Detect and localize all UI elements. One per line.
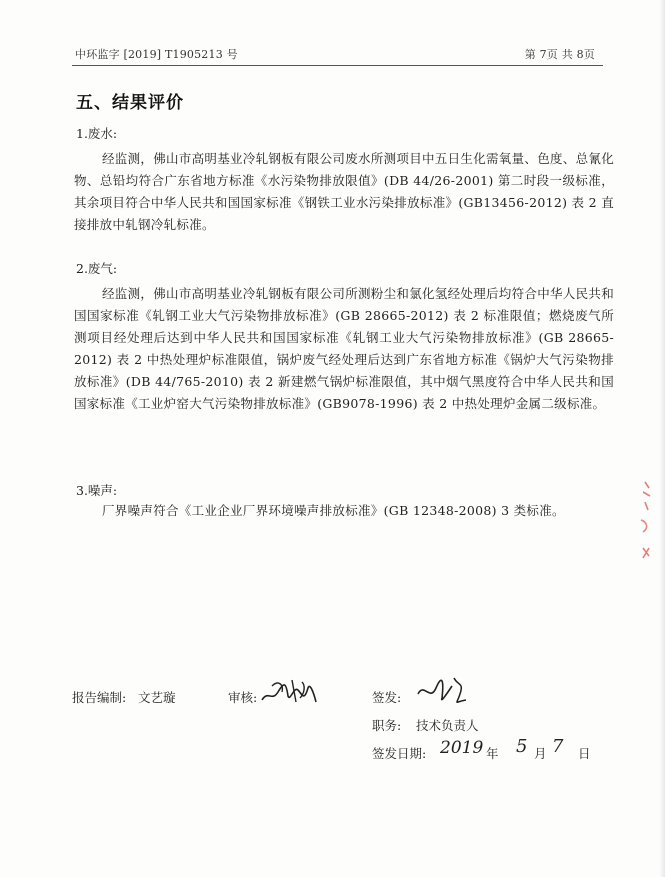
document-number: 中环监字 [2019] T1905213 号 xyxy=(75,48,238,61)
reviewer-label: 审核: xyxy=(228,690,258,705)
issue-date-year-unit: 年 xyxy=(486,746,499,761)
wastewater-paragraph: 经监测，佛山市高明基业冷轧钢板有限公司废水所测项目中五日生化需氧量、色度、总氰化物、总铅均符合广东省地方标准《水污染物排放限值》(DB 44/26-2001) 第二时段一级标准，其余项目符合中华人民共和国国家标准《钢铁工业水污染排放标准》(GB13456-2012) 表 2 直接排放中轧钢冷轧标准。 xyxy=(74,151,615,232)
position-value: 技术负责人 xyxy=(416,718,479,733)
issuer-signature xyxy=(414,672,470,708)
waste-gas-paragraph: 经监测，佛山市高明基业冷轧钢板有限公司所测粉尘和氯化氢经处理后均符合中华人民共和国国家标准《轧钢工业大气污染物排放标准》(GB 28665-2012) 表 2 标准限值；燃烧废气所测项目经处理后达到中华人民共和国国家标准《轧钢工业大气污染物排放标准》(GB 28665-2012) 表 2 中热处理炉标准限值，锅炉废气经处理后达到广东省地方标准《锅炉大气污染物排放标准》(DB 44/765-2010) 表 2 新建燃气锅炉标准限值，其中烟气黑度符合中华人民共和国国家标准《工业炉窑大气污染物排放标准》(GB9078-1996) 表 2 中热处理炉金属二级标准。 xyxy=(74,286,615,411)
noise-paragraph: 厂界噪声符合《工业企业厂界环境噪声排放标准》(GB 12348-2008) 3 类标准。 xyxy=(102,503,565,518)
reviewer-signature xyxy=(258,672,320,710)
noise-heading: 3.噪声: xyxy=(76,483,118,498)
issuer-label: 签发: xyxy=(372,690,402,705)
issue-date-day: 7 xyxy=(552,736,564,757)
scan-edge xyxy=(659,0,665,877)
issue-date-year: 2019 xyxy=(440,738,484,758)
compiler-name: 文艺璇 xyxy=(138,690,176,705)
wastewater-heading: 1.废水: xyxy=(76,126,118,141)
issue-date-label: 签发日期: xyxy=(372,746,427,761)
issue-date-day-unit: 日 xyxy=(578,746,591,761)
issue-date-month: 5 xyxy=(516,736,528,757)
seal-fragment xyxy=(633,478,653,578)
section-title: 五、结果评价 xyxy=(76,93,184,113)
header-rule xyxy=(72,65,603,66)
position-label: 职务: xyxy=(372,718,402,733)
waste-gas-heading: 2.废气: xyxy=(76,261,118,276)
compiler-label: 报告编制: xyxy=(72,690,127,705)
page-info: 第 7页 共 8页 xyxy=(524,48,595,61)
issue-date-month-unit: 月 xyxy=(534,746,547,761)
